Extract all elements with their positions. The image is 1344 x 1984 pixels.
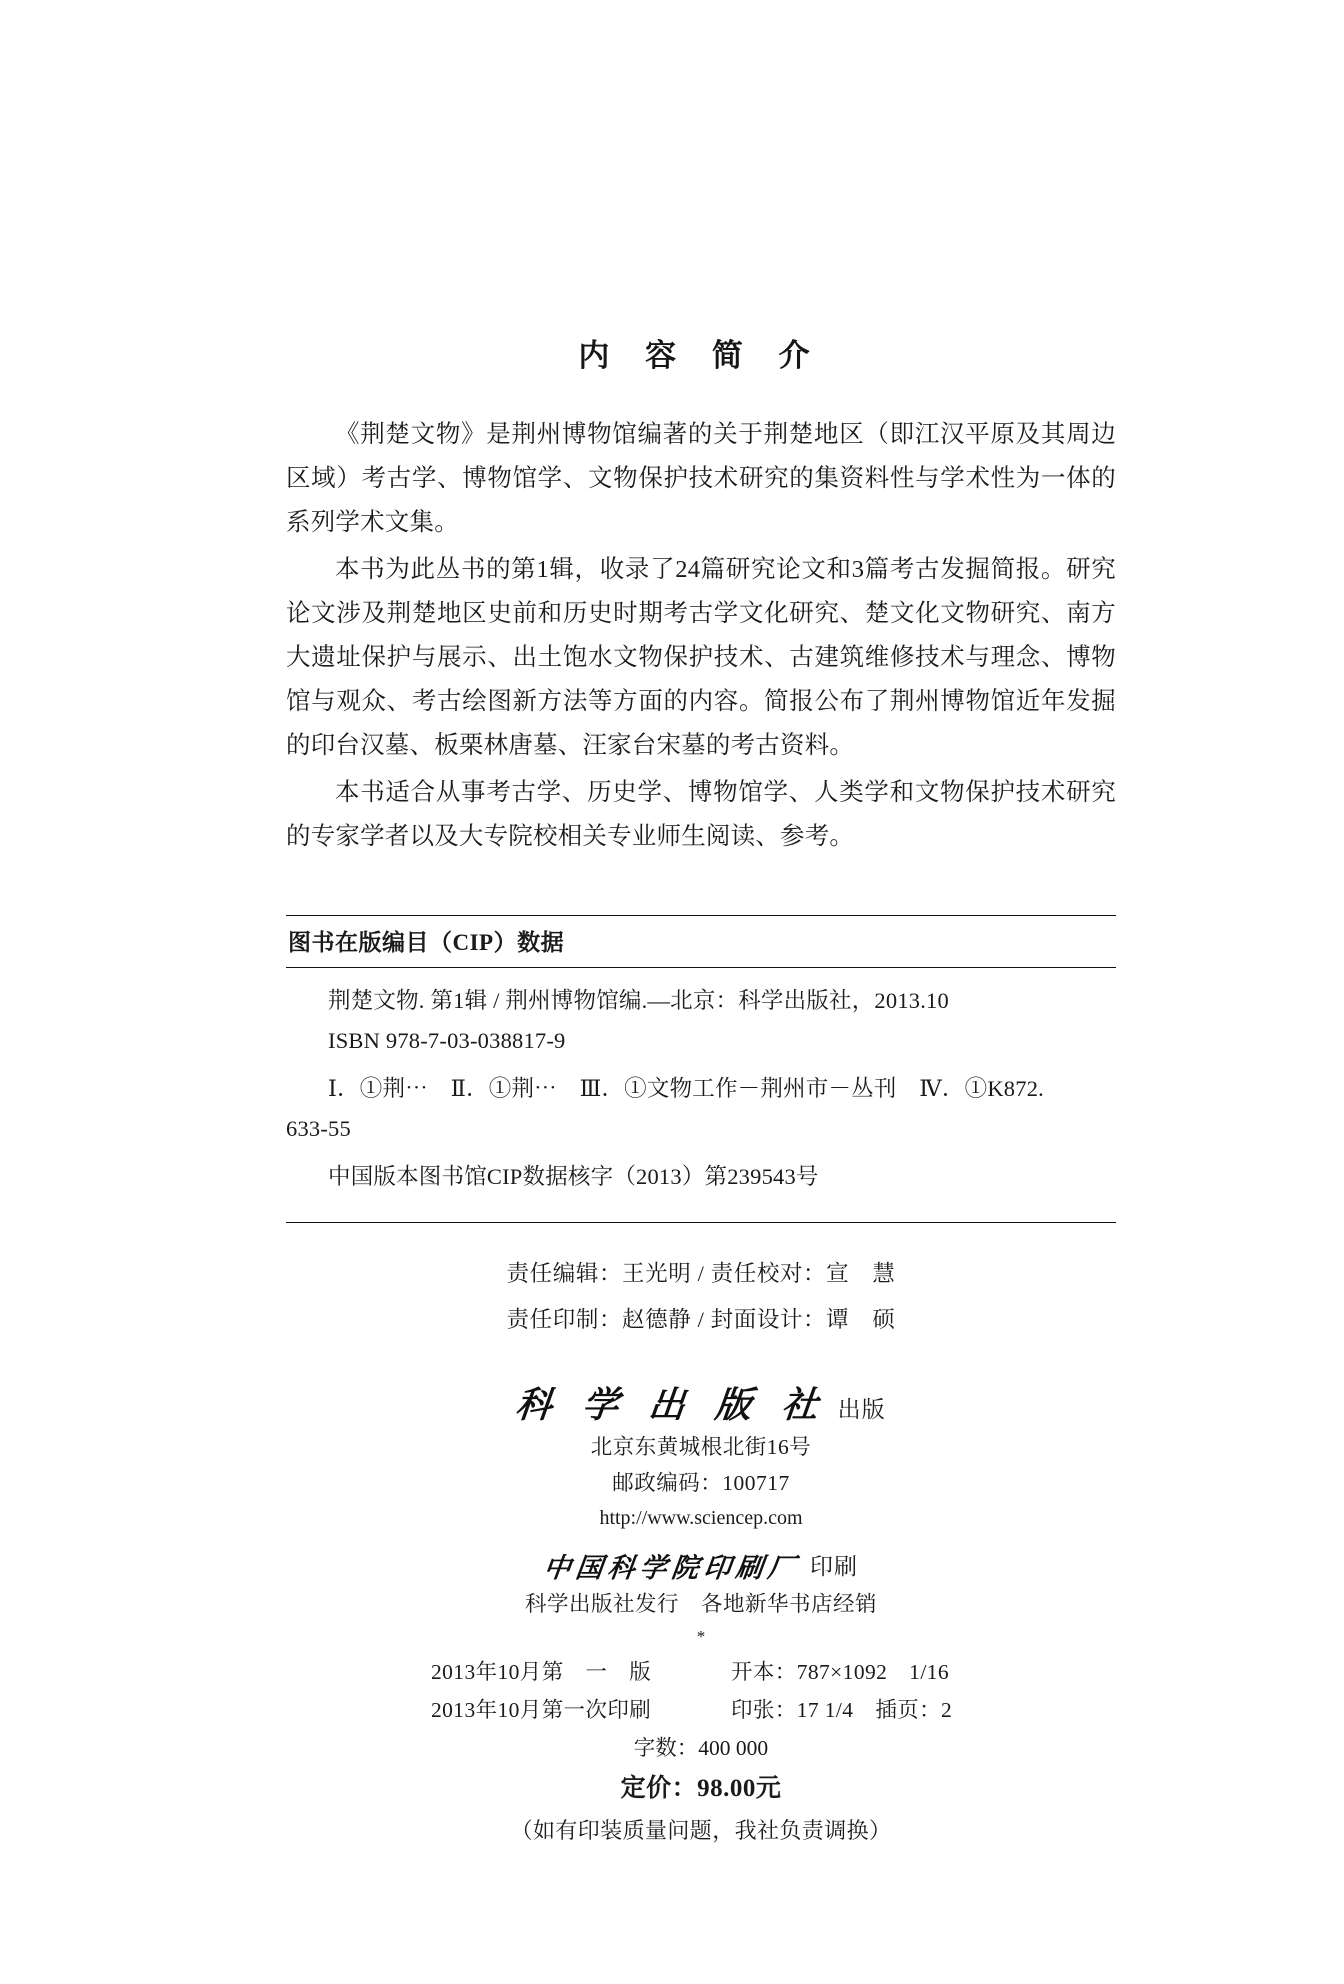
cip-isbn: ISBN 978-7-03-038817-9	[328, 1028, 566, 1053]
intro-paragraph: 《荆楚文物》是荆州博物馆编著的关于荆楚地区（即江汉平原及其周边区域）考古学、博物馆学、文物保护技术研究的集资料性与学术性为一体的系列学术文集。	[286, 421, 1116, 536]
spec-wordcount: 字数：400 000	[633, 1736, 769, 1760]
quality-note: （如有印装质量问题，我社负责调换）	[510, 1818, 892, 1843]
price-label: 定价：98.00元	[620, 1775, 782, 1802]
introduction-block	[286, 413, 1116, 859]
cip-citation: 荆楚文物. 第1辑 / 荆州博物馆编.—北京：科学出版社，2013.10	[328, 988, 949, 1013]
publisher-suffix: 出版	[837, 1397, 886, 1422]
decorative-separator: *	[696, 1627, 706, 1646]
intro-paragraph: 本书为此丛书的第1辑，收录了24篇研究论文和3篇考古发掘简报。研究论文涉及荆楚地区史前和历史时期考古学文化研究、楚文化文物研究、南方大遗址保护与展示、出土饱水文物保护技术、古建筑维修技术与理念、博物馆与观众、考古绘图新方法等方面的内容。简报公布了荆州博物馆近年发掘的印台汉墓、板栗林唐墓、汪家台宋墓的考古资料。	[286, 556, 1116, 759]
publisher-logo-text: 科 学 出 版 社	[513, 1384, 830, 1426]
cip-classification: Ⅰ．①荆⋯ Ⅱ．①荆⋯ Ⅲ．①文物工作－荆州市－丛刊 Ⅳ．①K872.	[328, 1076, 1044, 1101]
distribution-line: 科学出版社发行 各地新华书店经销	[524, 1592, 877, 1616]
divider-bottom	[286, 1222, 1116, 1223]
publisher-name-line	[286, 1377, 1116, 1428]
spec-row-printing	[286, 1691, 1116, 1729]
spec-edition: 2013年10月第 一 版	[431, 1660, 652, 1684]
page-title: 内 容 简 介	[578, 338, 824, 373]
printer-line	[286, 1546, 1116, 1585]
publisher-block	[286, 1377, 1116, 1647]
cip-classification-wrap: 633-55	[286, 1116, 351, 1141]
page-content	[286, 0, 1116, 1851]
cip-number: 中国版本图书馆CIP数据核字（2013）第239543号	[328, 1164, 819, 1189]
spec-printing: 2013年10月第一次印刷	[431, 1698, 652, 1722]
spec-format: 开本：787×1092 1/16	[731, 1660, 949, 1684]
printer-logo-text: 中国科学院印刷厂	[541, 1553, 802, 1584]
specs-block	[286, 1653, 1116, 1851]
credits-block	[286, 1257, 1116, 1337]
publisher-postcode: 邮政编码：100717	[612, 1471, 790, 1495]
spec-sheets: 印张：17 1/4 插页：2	[731, 1698, 953, 1722]
spec-row-edition	[286, 1653, 1116, 1691]
printer-suffix: 印刷	[810, 1554, 858, 1579]
credit-line-production: 责任印制：赵德静 / 封面设计：谭 硕	[506, 1307, 896, 1332]
cip-block	[286, 915, 1116, 1223]
intro-paragraph: 本书适合从事考古学、历史学、博物馆学、人类学和文物保护技术研究的专家学者以及大专院校相关专业师生阅读、参考。	[286, 779, 1116, 850]
publisher-website-link[interactable]: http://www.sciencep.com	[599, 1507, 803, 1529]
cip-title: 图书在版编目（CIP）数据	[288, 930, 565, 955]
credit-line-editor: 责任编辑：王光明 / 责任校对：宣 慧	[506, 1261, 896, 1286]
cip-body	[286, 968, 1116, 1222]
publisher-address: 北京东黄城根北街16号	[590, 1435, 812, 1459]
